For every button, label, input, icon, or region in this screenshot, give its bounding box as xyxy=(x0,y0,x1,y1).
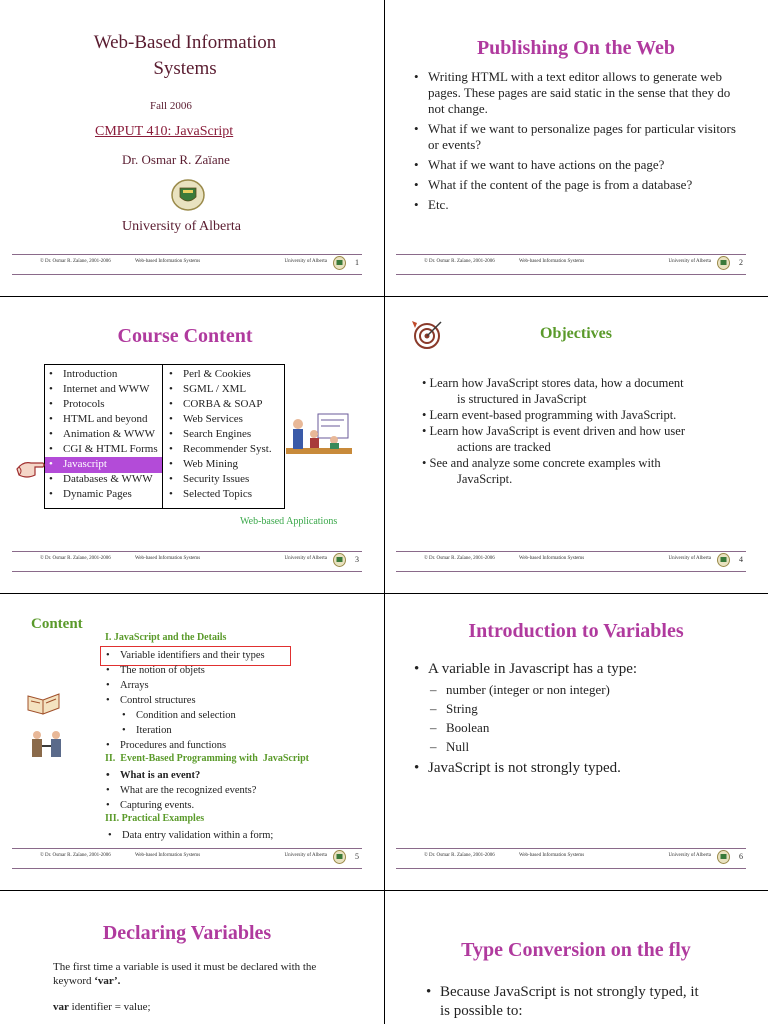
slide-4 xyxy=(384,297,768,593)
list-item: • Learn how JavaScript stores data, how a document xyxy=(422,376,684,390)
list-item: • Databases & WWW xyxy=(47,472,162,487)
slide-number: 2 xyxy=(739,258,743,267)
list-item: • Perl & Cookies xyxy=(167,367,282,382)
footer-copyright: © Dr. Osmar R. Zaïane, 2001-2006 xyxy=(424,259,495,264)
slide1-title-line2: Systems xyxy=(153,58,217,79)
footer-crest-icon xyxy=(333,256,346,270)
slide2-footer xyxy=(396,254,746,275)
section-heading-1: I. JavaScript and the Details xyxy=(105,632,227,643)
list-item: • Selected Topics xyxy=(167,487,282,502)
slide2-bullet-list xyxy=(412,69,737,217)
list-item: • Arrays xyxy=(104,678,344,693)
slide-number: 1 xyxy=(355,258,359,267)
footer-course: Web-based Information Systems xyxy=(135,259,201,264)
variable-types-list xyxy=(430,680,740,756)
slide7-text xyxy=(53,960,373,988)
text-span: Because JavaScript is not strongly typed, it xyxy=(440,984,699,1000)
slide3-caption: Web-based Applications xyxy=(240,516,338,527)
topics-right-column xyxy=(167,367,282,502)
list-item: • Security Issues xyxy=(167,472,282,487)
slide6-footer xyxy=(396,848,746,869)
footer-copyright: © Dr. Osmar R. Zaïane, 2001-2006 xyxy=(40,853,111,858)
list-item-continuation: is possible to: xyxy=(440,1003,523,1019)
list-item: • Iteration xyxy=(120,723,340,738)
footer-university: University of Alberta xyxy=(668,853,711,858)
footer-university: University of Alberta xyxy=(284,853,327,858)
slide1-instructor: Dr. Osmar R. Zaïane xyxy=(122,152,230,167)
list-item-continuation: is structured in JavaScript xyxy=(457,392,587,406)
slide8-bullet xyxy=(426,983,746,1021)
list-item-highlighted: • Javascript xyxy=(47,457,162,472)
list-item: • Animation & WWW xyxy=(47,427,162,442)
footer-course: Web-based Information Systems xyxy=(519,853,585,858)
slide7-title: Declaring Variables xyxy=(102,922,272,944)
list-item: • SGML / XML xyxy=(167,382,282,397)
list-item: • Protocols xyxy=(47,397,162,412)
section-2-list xyxy=(104,768,344,813)
slide6-bullet-2 xyxy=(412,759,742,782)
slide-number: 5 xyxy=(355,852,359,861)
list-item: • Data entry validation within a form; xyxy=(106,828,346,843)
footer-course: Web-based Information Systems xyxy=(519,556,585,561)
section-heading-3: III. Practical Examples xyxy=(105,813,205,824)
list-item: • CORBA & SOAP xyxy=(167,397,282,412)
list-item: • A variable in Javascript has a type: xyxy=(412,660,742,679)
list-item: • What if we want to personalize pages for particular visitors or events? xyxy=(412,121,737,153)
section-3-list xyxy=(106,828,346,843)
code-keyword: var xyxy=(53,1001,69,1013)
footer-course: Web-based Information Systems xyxy=(135,853,201,858)
footer-university: University of Alberta xyxy=(284,556,327,561)
slide-5 xyxy=(0,594,384,890)
slide6-title: Introduction to Variables xyxy=(468,620,684,642)
list-item: • Internet and WWW xyxy=(47,382,162,397)
list-item: • Learn event-based programming with JavaScript. xyxy=(422,408,677,422)
list-item: – String xyxy=(430,699,740,718)
slide-number: 4 xyxy=(739,555,743,564)
footer-crest-icon xyxy=(333,850,346,864)
list-item: • HTML and beyond xyxy=(47,412,162,427)
list-item-bold: • What is an event? xyxy=(104,768,344,783)
code-text: identifier = value; xyxy=(68,1001,151,1013)
list-item: • Web Services xyxy=(167,412,282,427)
list-item: • Dynamic Pages xyxy=(47,487,162,502)
footer-course: Web-based Information Systems xyxy=(135,556,201,561)
slide5-footer xyxy=(12,848,362,869)
list-item: • JavaScript is not strongly typed. xyxy=(412,759,742,778)
list-item: – Null xyxy=(430,737,740,756)
list-item: • Control structures xyxy=(104,693,344,708)
list-item: – number (integer or non integer) xyxy=(430,680,740,699)
footer-copyright: © Dr. Osmar R. Zaïane, 2001-2006 xyxy=(40,556,111,561)
list-item: • What if we want to have actions on the page? xyxy=(412,157,737,173)
list-item-continuation: actions are tracked xyxy=(457,440,551,454)
slide4-footer xyxy=(396,551,746,572)
slide-2 xyxy=(384,0,768,296)
open-book-icon xyxy=(25,688,63,716)
list-item: • Web Mining xyxy=(167,457,282,472)
list-item: • Writing HTML with a text editor allows to generate web pages. These pages are said static in the sense that they do not change. xyxy=(412,69,737,117)
slide3-footer xyxy=(12,551,362,572)
list-item-continuation: JavaScript. xyxy=(457,472,513,486)
footer-university: University of Alberta xyxy=(284,259,327,264)
list-item: • See and analyze some concrete examples with xyxy=(422,456,661,470)
footer-copyright: © Dr. Osmar R. Zaïane, 2001-2006 xyxy=(424,556,495,561)
list-item: • Etc. xyxy=(412,197,737,213)
pointing-hand-icon xyxy=(15,458,45,480)
list-item: • What if the content of the page is from a database? xyxy=(412,177,737,193)
text-line xyxy=(53,974,373,988)
slide-number: 3 xyxy=(355,555,359,564)
section-1-sublist xyxy=(120,708,340,738)
slide5-title: Content xyxy=(31,616,83,632)
list-item-current: • Variable identifiers and their types xyxy=(104,648,344,663)
footer-copyright: © Dr. Osmar R. Zaïane, 2001-2006 xyxy=(40,259,111,264)
list-item: • Introduction xyxy=(47,367,162,382)
list-item: • Condition and selection xyxy=(120,708,340,723)
slide-7 xyxy=(0,891,384,1024)
footer-copyright: © Dr. Osmar R. Zaïane, 2001-2006 xyxy=(424,853,495,858)
university-crest-icon xyxy=(170,178,206,212)
slide-1 xyxy=(0,0,384,296)
slide1-title-line1: Web-Based Information xyxy=(93,32,277,53)
list-item: • CGI & HTML Forms xyxy=(47,442,162,457)
footer-crest-icon xyxy=(717,256,730,270)
topics-left-column xyxy=(47,367,162,502)
list-item: • Search Engines xyxy=(167,427,282,442)
slide-8 xyxy=(384,891,768,1024)
course-topics-table xyxy=(44,364,285,509)
slide1-footer xyxy=(12,254,362,275)
code-example xyxy=(53,1001,151,1013)
list-item: • Procedures and functions xyxy=(104,738,344,753)
footer-crest-icon xyxy=(333,553,346,567)
footer-crest-icon xyxy=(717,553,730,567)
list-item: • Recommender Syst. xyxy=(167,442,282,457)
slide1-course: CMPUT 410: JavaScript xyxy=(95,124,234,139)
slide4-objectives xyxy=(422,375,762,487)
section-heading-2: II. Event-Based Programming with JavaScript xyxy=(105,753,309,764)
footer-university: University of Alberta xyxy=(668,259,711,264)
list-item: • Capturing events. xyxy=(104,798,344,813)
footer-crest-icon xyxy=(717,850,730,864)
slide-number: 6 xyxy=(739,852,743,861)
slide1-term: Fall 2006 xyxy=(150,100,192,112)
slide3-title: Course Content xyxy=(117,325,253,347)
text-span: keyword xyxy=(53,975,95,987)
list-item: • Because JavaScript is not strongly typed, it xyxy=(426,984,699,1000)
slide8-title: Type Conversion on the fly xyxy=(461,939,691,961)
people-handshake-icon xyxy=(28,730,66,760)
list-item: • What are the recognized events? xyxy=(104,783,344,798)
keyword-var: ‘var’. xyxy=(94,975,121,987)
list-item: • The notion of objets xyxy=(104,663,344,678)
slide1-university: University of Alberta xyxy=(122,219,241,234)
slide-3 xyxy=(0,297,384,593)
slide2-title: Publishing On the Web xyxy=(476,37,676,59)
slide4-title: Objectives xyxy=(540,325,612,342)
footer-course: Web-based Information Systems xyxy=(519,259,585,264)
meeting-illustration-icon xyxy=(284,410,356,468)
section-1-list-cont xyxy=(104,738,344,753)
section-1-list xyxy=(104,648,344,708)
list-item: • Learn how JavaScript is event driven and how user xyxy=(422,424,685,438)
text-line: The first time a variable is used it must be declared with the xyxy=(53,961,317,973)
list-item: – Boolean xyxy=(430,718,740,737)
footer-university: University of Alberta xyxy=(668,556,711,561)
slide-6 xyxy=(384,594,768,890)
